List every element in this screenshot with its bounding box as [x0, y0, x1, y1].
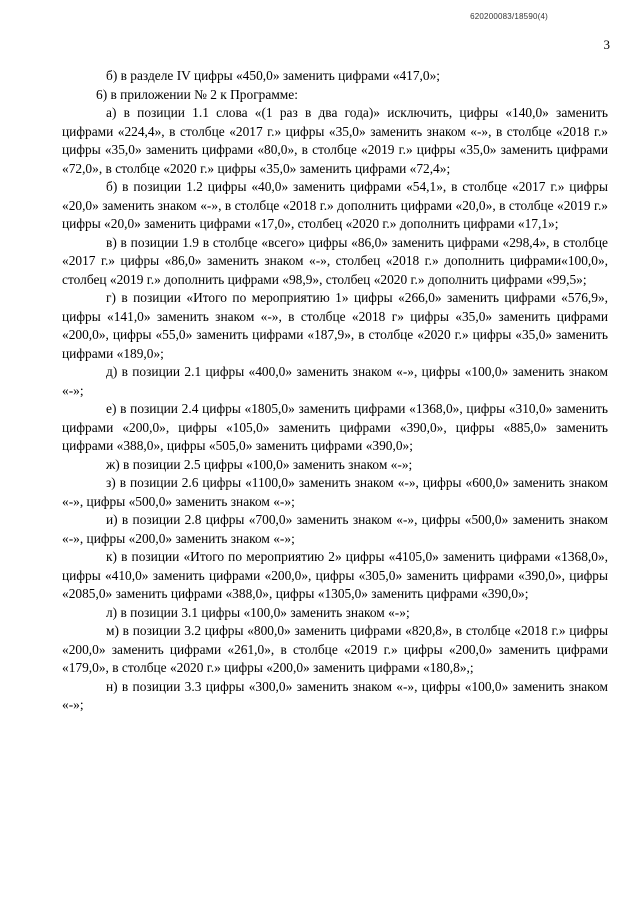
document-body [62, 67, 608, 715]
page-number: 3 [603, 37, 610, 52]
paragraph-item-b: б) в позиции 1.2 цифры «40,0» заменить цифрами «54,1», в столбце «2017 г.» цифры «20,0» заменить знаком «-», в столбце «2018 г.» дополнить цифрами «20,0», в столбце «2019 г.» цифры «20,0» заменить цифрами «17,0», столбец «2020 г.» дополнить цифрами «17,1»; [62, 179, 608, 231]
paragraph-item-zh: ж) в позиции 2.5 цифры «100,0» заменить знаком «-»; [106, 456, 413, 472]
document-code: 620200083/18590(4) [470, 12, 548, 21]
paragraph-item-m: м) в позиции 3.2 цифры «800,0» заменить цифрами «820,8», в столбце «2018 г.» цифры «200,0» заменить цифрами «261,0», в столбце «2019 г.» цифры «200,0» заменить цифрами «179,0», в столбце «2020 г.» цифры «200,0» заменить цифрами «180,8»,; [62, 623, 608, 675]
paragraph-item-z: з) в позиции 2.6 цифры «1100,0» заменить знаком «-», цифры «600,0» заменить знаком «-», цифры «500,0» заменить знаком «-»; [62, 475, 608, 509]
paragraph-appendix-2: 6) в приложении № 2 к Программе: [96, 86, 298, 102]
paragraph-item-l: л) в позиции 3.1 цифры «100,0» заменить знаком «-»; [106, 604, 410, 620]
paragraph-section-iv: б) в разделе IV цифры «450,0» заменить цифрами «417,0»; [106, 68, 441, 83]
paragraph-item-v: в) в позиции 1.9 в столбце «всего» цифры «86,0» заменить цифрами «298,4», в столбце «2017 г.» цифры «86,0» заменить знаком «-», столбец «2018 г.» дополнить цифрами«100,0», столбец «2019 г.» дополнить цифрами «98,9», столбец «2020 г.» дополнить цифрами «99,5»; [62, 234, 608, 287]
paragraph-item-g: г) в позиции «Итого по мероприятию 1» цифры «266,0» заменить цифрами «576,9», цифры «141,0» заменить знаком «-», в столбце «2018 г» цифры «35,0» заменить цифрами «200,0», цифры «55,0» заменить цифрами «187,9», в столбце «2020 г.» цифры «35,0» заменить цифрами «189,0»; [62, 290, 608, 361]
paragraph-item-e: е) в позиции 2.4 цифры «1805,0» заменить цифрами «1368,0», цифры «310,0» заменить цифрами «200,0», цифры «105,0» заменить цифрами «390,0», цифры «885,0» заменить цифрами «388,0», цифры «505,0» заменить цифрами «390,0»; [62, 401, 608, 453]
paragraph-item-a: а) в позиции 1.1 слова «(1 раз в два года)» исключить, цифры «140,0» заменить цифрами «224,4», в столбце «2017 г.» цифры «35,0» заменить знаком «-», в столбце «2018 г.» цифры «35,0» заменить цифрами «80,0», в столбце «2019 г.» цифры «35,0» заменить цифрами «72,0», в столбце «2020 г.» цифры «35,0» заменить цифрами «72,4»; [62, 105, 608, 176]
paragraph-item-k: к) в позиции «Итого по мероприятию 2» цифры «4105,0» заменить цифрами «1368,0», цифры «410,0» заменить цифрами «200,0», цифры «305,0» заменить цифрами «390,0», цифры «2085,0» заменить цифрами «388,0», цифры «1305,0» заменить цифрами «390,0»; [62, 549, 608, 601]
paragraph-item-n: н) в позиции 3.3 цифры «300,0» заменить знаком «-», цифры «100,0» заменить знаком «-»; [62, 678, 608, 712]
paragraph-item-i: и) в позиции 2.8 цифры «700,0» заменить знаком «-», цифры «500,0» заменить знаком «-», цифры «200,0» заменить знаком «-»; [62, 512, 608, 546]
paragraph-item-d: д) в позиции 2.1 цифры «400,0» заменить знаком «-», цифры «100,0» заменить знаком «-»; [62, 364, 608, 398]
